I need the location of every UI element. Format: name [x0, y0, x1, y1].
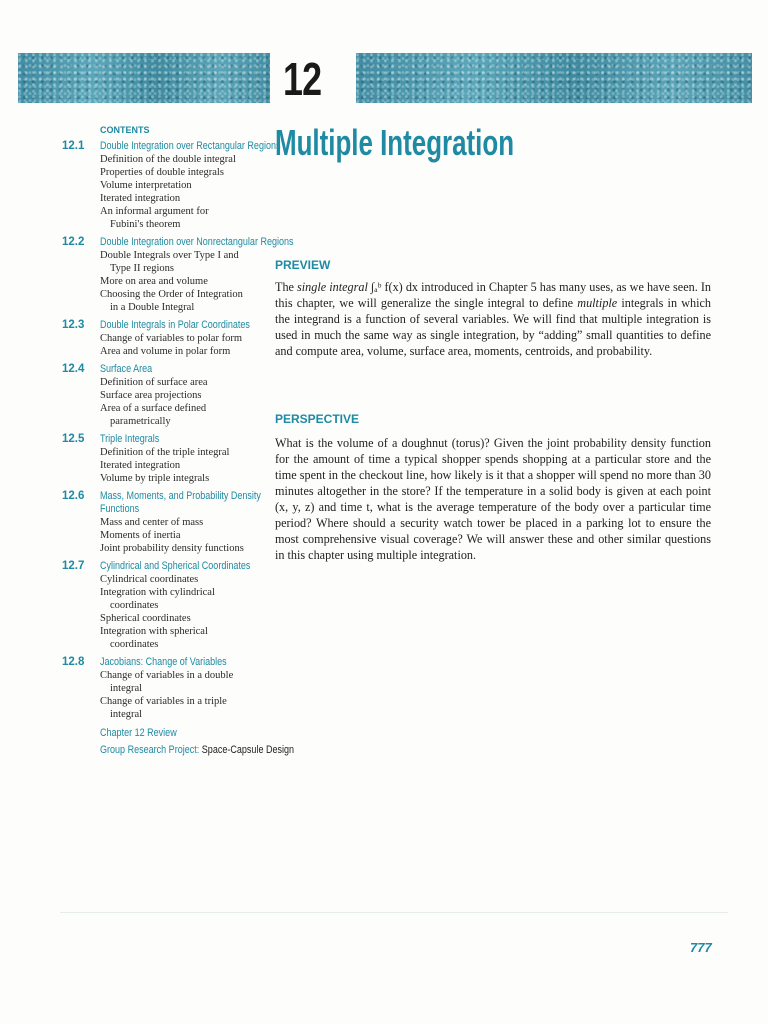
group-project-title: Space-Capsule Design: [201, 744, 295, 756]
toc-section-number: 12.1: [62, 140, 85, 152]
toc-item: integral: [110, 683, 143, 694]
toc-section-number: 12.4: [62, 363, 85, 375]
toc-section: [62, 433, 267, 485]
toc-item: Integration with spherical: [100, 626, 208, 637]
toc-section-number: 12.7: [62, 560, 85, 572]
perspective-paragraph: What is the volume of a doughnut (torus)? Given the joint probability density function for the amount of time a typical shopper spends shopping at a particular store and the time spent in the checkout line, how likely is it that a shopper will spend no more than 30 minutes altogether in the store? If the temperature in a solid body is given at each point (x, y, z) and time t, what is the average temperature of the body over a particular time period? Where should a security watch tower be placed in a parking lot to ensure the most comprehensive visual coverage? We will answer these and other similar questions in this chapter using multiple integration.: [275, 436, 711, 562]
toc-item: Surface area projections: [100, 390, 202, 401]
toc-item: Area of a surface defined: [100, 403, 207, 414]
toc-section: [62, 140, 281, 231]
integral-expression: ∫ₐᵇ f(x) dx: [367, 280, 422, 294]
toc-section: [62, 236, 294, 314]
chapter-review-link[interactable]: Chapter 12 Review: [100, 727, 177, 739]
toc-item: Change of variables in a triple: [100, 696, 227, 707]
toc-section-title[interactable]: Surface Area: [100, 363, 153, 375]
toc-item: Definition of surface area: [100, 377, 208, 388]
chapter-number: 12: [283, 53, 322, 105]
toc-item: Moments of inertia: [100, 530, 181, 541]
contents-heading: CONTENTS: [100, 125, 150, 135]
toc-item: Joint probability density functions: [100, 543, 244, 554]
toc-section-title[interactable]: Double Integration over Rectangular Regions: [100, 140, 281, 152]
toc-item: Definition of the triple integral: [100, 447, 230, 458]
toc-section-title[interactable]: Cylindrical and Spherical Coordinates: [100, 560, 251, 572]
toc-section-number: 12.5: [62, 433, 85, 445]
group-project[interactable]: [100, 743, 297, 757]
term-single-integral: single integral: [297, 280, 368, 294]
toc-section: [62, 560, 267, 651]
chapter-title: Multiple Integration: [275, 122, 515, 163]
toc-item: Choosing the Order of Integration: [100, 289, 243, 300]
toc-item: integral: [110, 709, 143, 720]
perspective-heading: PERSPECTIVE: [275, 412, 360, 426]
toc-item: Properties of double integrals: [100, 167, 224, 178]
table-of-contents: [62, 140, 295, 757]
toc-item: Area and volume in polar form: [100, 346, 231, 357]
toc-item: Spherical coordinates: [100, 613, 191, 624]
toc-section-title[interactable]: Double Integration over Nonrectangular Regions: [100, 236, 294, 248]
preview-paragraph: The single integral ∫ₐᵇ f(x) dx introduced in Chapter 5 has many uses, as we have seen. In this chapter, we will generalize the single integral to define multiple integrals in which the integrand is a function of several variables. We will find that multiple integration is used in much the same way as single integration, by “adding” small quantities to define and compute area, volume, surface area, moments, centroids, and probability.: [275, 280, 712, 358]
toc-section: [62, 490, 267, 555]
toc-item: Change of variables in a double: [100, 670, 234, 681]
toc-item: Mass and center of mass: [100, 517, 204, 528]
toc-section-number: 12.8: [62, 656, 85, 668]
toc-section: [62, 363, 267, 428]
toc-item: An informal argument for: [100, 206, 209, 217]
toc-section: [62, 656, 267, 721]
header-banner-left: [18, 53, 270, 103]
toc-item: Type II regions: [110, 263, 174, 274]
term-multiple: multiple: [577, 296, 618, 310]
divider: [60, 912, 728, 913]
toc-item: Volume by triple integrals: [100, 473, 210, 484]
toc-section-title[interactable]: Jacobians: Change of Variables: [100, 656, 227, 668]
toc-section-title[interactable]: Double Integrals in Polar Coordinates: [100, 319, 250, 331]
toc-item: Definition of the double integral: [100, 154, 236, 165]
toc-item: in a Double Integral: [110, 302, 195, 313]
toc-item: coordinates: [110, 639, 159, 650]
toc-item: Iterated integration: [100, 460, 181, 471]
preview-heading: PREVIEW: [275, 258, 331, 272]
toc-section-number: 12.6: [62, 490, 85, 502]
page-number: 777: [690, 940, 712, 955]
toc-item: Fubini's theorem: [110, 219, 181, 230]
toc-section-number: 12.2: [62, 236, 85, 248]
toc-item: Double Integrals over Type I and: [100, 250, 239, 261]
toc-section: [62, 319, 267, 358]
toc-item: Volume interpretation: [100, 180, 192, 191]
toc-item: Cylindrical coordinates: [100, 574, 199, 585]
toc-section-title[interactable]: Triple Integrals: [100, 433, 160, 445]
toc-section-title[interactable]: Mass, Moments, and Probability Density Functions: [100, 490, 261, 515]
group-project-label: Group Research Project:: [100, 744, 200, 756]
toc-item: More on area and volume: [100, 276, 208, 287]
header-banner-right: [356, 53, 752, 103]
toc-item: Integration with cylindrical: [100, 587, 215, 598]
toc-item: parametrically: [110, 416, 171, 427]
toc-item: coordinates: [110, 600, 159, 611]
toc-item: Iterated integration: [100, 193, 181, 204]
toc-item: Change of variables to polar form: [100, 333, 242, 344]
toc-section-number: 12.3: [62, 319, 85, 331]
